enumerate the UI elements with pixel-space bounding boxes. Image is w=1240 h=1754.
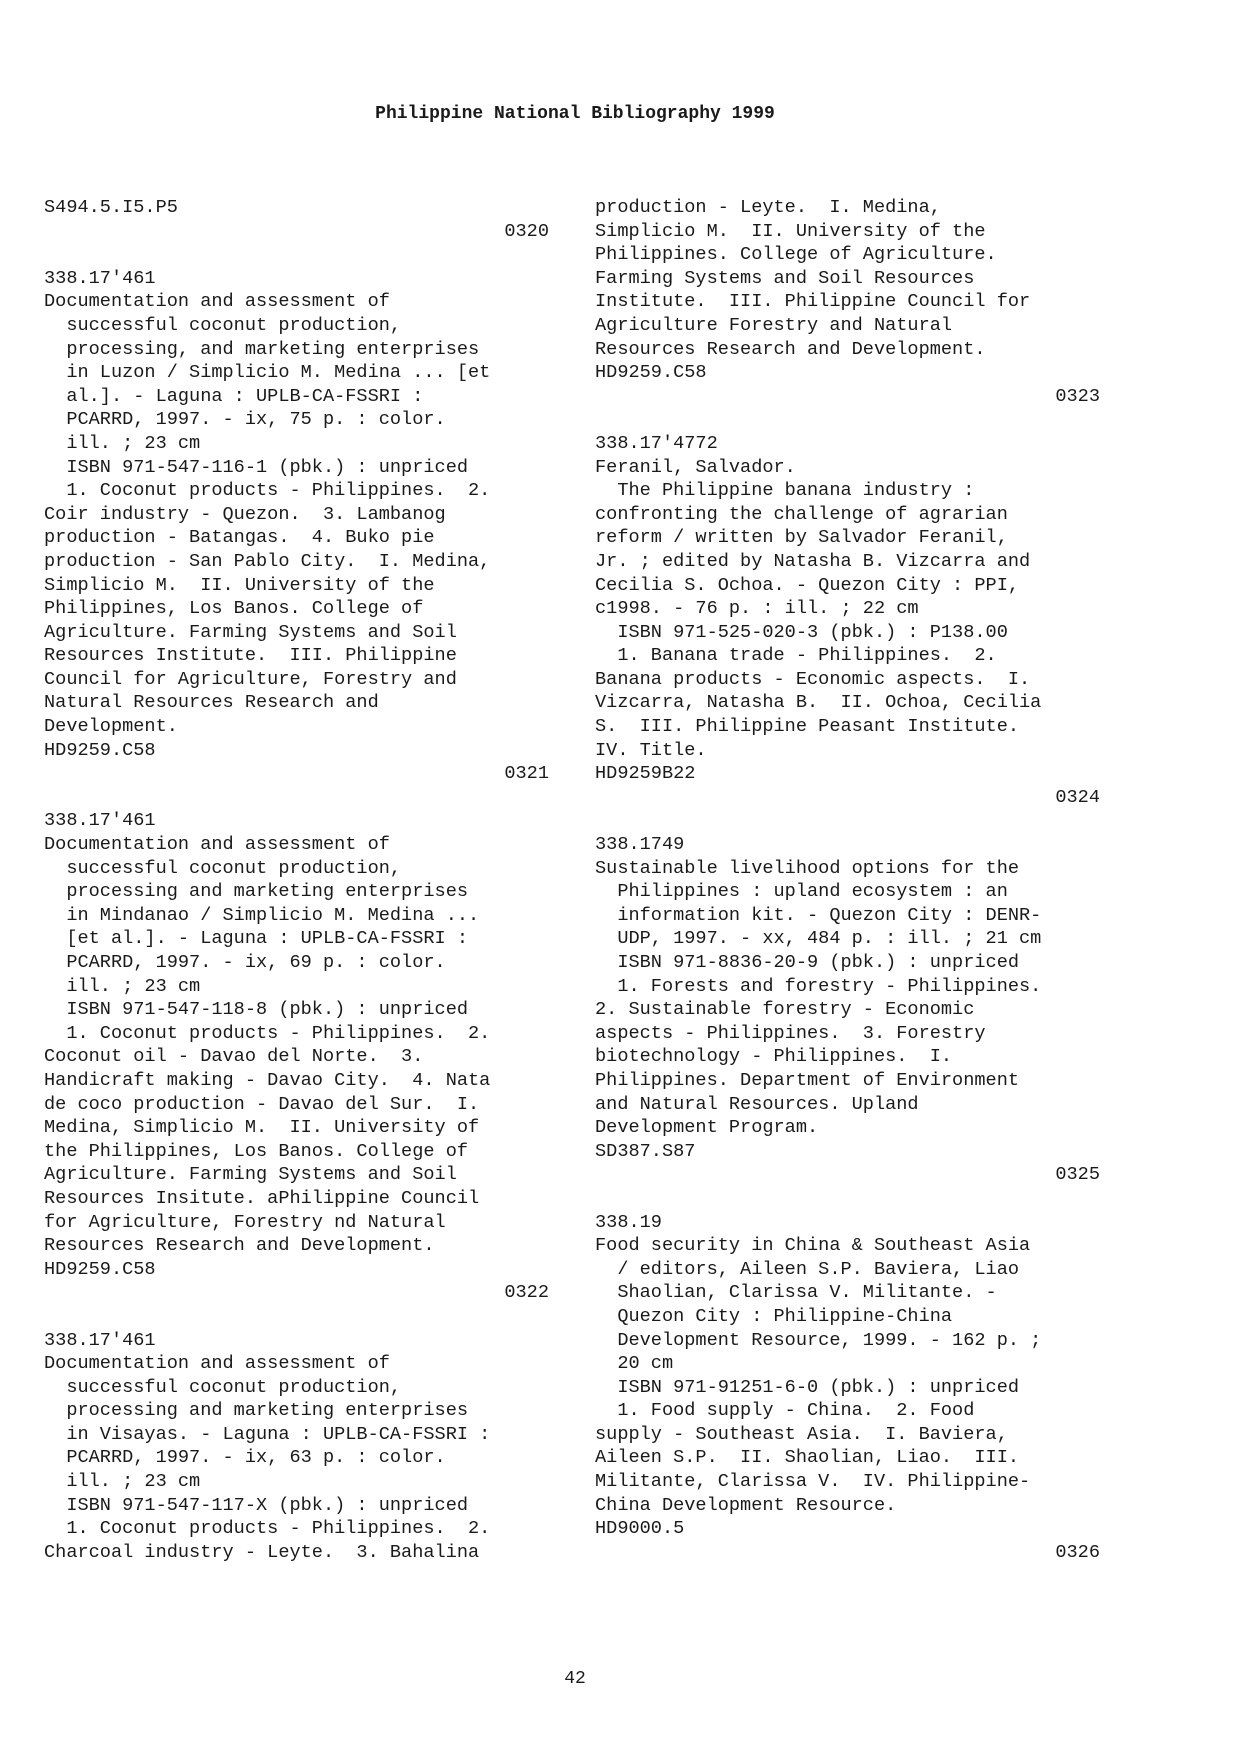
entry-line: Agriculture Forestry and Natural <box>595 314 953 336</box>
entry-line: Documentation and assessment of <box>44 1353 390 1375</box>
entry-line: Coconut oil - Davao del Norte. 3. <box>44 1046 424 1068</box>
entry-line: HD9259.C58 <box>44 1258 156 1280</box>
entry-line: Farming Systems and Soil Resources <box>595 267 975 289</box>
entry-number: 0326 <box>1055 1541 1100 1563</box>
entry-number: 0324 <box>1055 786 1100 808</box>
entry-line: Council for Agriculture, Forestry and <box>44 668 457 690</box>
entry-line: ISBN 971-91251-6-0 (pbk.) : unpriced <box>595 1376 1020 1398</box>
entry-line: for Agriculture, Forestry nd Natural <box>44 1211 446 1233</box>
entry-line: Sustainable livelihood options for the <box>595 857 1020 879</box>
entry-line: Natural Resources Research and <box>44 692 379 714</box>
entry-line: HD9259B22 <box>595 763 696 785</box>
entry-line <box>44 786 549 810</box>
entry-line: ISBN 971-547-118-8 (pbk.) : unpriced <box>44 999 469 1021</box>
entry-line: S. III. Philippine Peasant Institute. <box>595 716 1020 738</box>
entry-line: Resources Research and Development. <box>595 338 986 360</box>
entry-line: 1. Coconut products - Philippines. 2. <box>44 1022 491 1044</box>
entry-line: Documentation and assessment of <box>44 834 390 856</box>
entry-line: processing, and marketing enterprises <box>44 338 480 360</box>
entry-line: Quezon City : Philippine-China <box>595 1305 953 1327</box>
entry-line: production - Batangas. 4. Buko pie <box>44 527 435 549</box>
entry-line: 1. Forests and forestry - Philippines. <box>595 975 1042 997</box>
entry-line: 2. Sustainable forestry - Economic <box>595 999 975 1021</box>
entry-line <box>595 809 1100 833</box>
entry-line: Philippines : upland ecosystem : an <box>595 881 1008 903</box>
entry-line: ISBN 971-547-116-1 (pbk.) : unpriced <box>44 456 469 478</box>
entry-line: Aileen S.P. II. Shaolian, Liao. III. <box>595 1447 1020 1469</box>
entry-line: al.]. - Laguna : UPLB-CA-FSSRI : <box>44 385 424 407</box>
entry-line: processing and marketing enterprises <box>44 881 469 903</box>
entry-line: Resources Insitute. aPhilippine Council <box>44 1187 480 1209</box>
entry-line: Banana products - Economic aspects. I. <box>595 668 1031 690</box>
entry-line: 338.19 <box>595 1211 662 1233</box>
entry-line: Agriculture. Farming Systems and Soil <box>44 621 457 643</box>
entry-line: in Visayas. - Laguna : UPLB-CA-FSSRI : <box>44 1423 491 1445</box>
entry-number: 0322 <box>504 1282 549 1304</box>
entry-line: Cecilia S. Ochoa. - Quezon City : PPI, <box>595 574 1020 596</box>
entry-line: Development Program. <box>595 1117 819 1139</box>
entry-line: PCARRD, 1997. - ix, 69 p. : color. <box>44 952 446 973</box>
entry-line: HD9259.C58 <box>595 362 707 384</box>
entry-line: Development. <box>44 716 178 738</box>
entry-line: c1998. - 76 p. : ill. ; 22 cm <box>595 598 919 620</box>
entry-line: Resources Institute. III. Philippine <box>44 645 457 667</box>
entry-line: production - Leyte. I. Medina, <box>595 197 941 218</box>
entry-line <box>595 408 1100 432</box>
entry-line <box>44 1305 549 1329</box>
entry-line <box>44 243 549 267</box>
entry-line: de coco production - Davao del Sur. I. <box>44 1093 480 1115</box>
entry-line: The Philippine banana industry : <box>595 480 975 502</box>
entry-line: 338.17'461 <box>44 267 156 289</box>
entry-line: supply - Southeast Asia. I. Baviera, <box>595 1423 1008 1445</box>
page-number: 42 <box>564 1669 586 1689</box>
entry-line: Philippines, Los Banos. College of <box>44 598 424 620</box>
entry-line: China Development Resource. <box>595 1494 897 1516</box>
entry-line: Philippines. College of Agriculture. <box>595 244 997 266</box>
entry-line: 338.17'461 <box>44 1329 156 1351</box>
entry-line: Philippines. Department of Environment <box>595 1069 1020 1091</box>
entry-line: production - San Pablo City. I. Medina, <box>44 550 491 572</box>
entry-line: ISBN 971-525-020-3 (pbk.) : P138.00 <box>595 621 1008 643</box>
entry-line: Feranil, Salvador. <box>595 456 796 478</box>
entry-line: [et al.]. - Laguna : UPLB-CA-FSSRI : <box>44 928 469 950</box>
entry-line: in Luzon / Simplicio M. Medina ... [et <box>44 362 491 384</box>
entry-line: / editors, Aileen S.P. Baviera, Liao <box>595 1258 1020 1280</box>
entry-number: 0321 <box>504 763 549 785</box>
entry-line: successful coconut production, <box>44 1376 402 1398</box>
entry-line: in Mindanao / Simplicio M. Medina ... <box>44 904 480 926</box>
entry-line: successful coconut production, <box>44 314 402 336</box>
entry-line: Development Resource, 1999. - 162 p. ; <box>595 1329 1042 1351</box>
entry-number: 0323 <box>1055 385 1100 407</box>
entry-line: Militante, Clarissa V. IV. Philippine- <box>595 1471 1031 1493</box>
entry-line: and Natural Resources. Upland <box>595 1093 919 1115</box>
bibliography-column-right <box>595 196 1100 1564</box>
entry-number: 0320 <box>504 220 549 242</box>
entry-number: 0325 <box>1055 1164 1100 1186</box>
entry-line: ill. ; 23 cm <box>44 975 201 997</box>
entry-line: SD387.S87 <box>595 1140 696 1162</box>
page-title: Philippine National Bibliography 1999 <box>375 104 775 124</box>
entry-line: Resources Research and Development. <box>44 1235 435 1257</box>
entry-line: Institute. III. Philippine Council for <box>595 291 1031 313</box>
entry-line: Coir industry - Quezon. 3. Lambanog <box>44 503 446 525</box>
entry-line: biotechnology - Philippines. I. <box>595 1046 953 1068</box>
entry-line: IV. Title. <box>595 739 707 761</box>
entry-line: 20 cm <box>595 1353 674 1375</box>
entry-line: successful coconut production, <box>44 857 402 879</box>
entry-line: HD9000.5 <box>595 1518 685 1540</box>
entry-line: Vizcarra, Natasha B. II. Ochoa, Cecilia <box>595 692 1042 714</box>
entry-line: Documentation and assessment of <box>44 291 390 313</box>
entry-line: PCARRD, 1997. - ix, 75 p. : color. <box>44 409 446 431</box>
entry-line: Simplicio M. II. University of the <box>595 220 986 242</box>
entry-line: Food security in China & Southeast Asia <box>595 1235 1031 1257</box>
entry-line: 1. Coconut products - Philippines. 2. <box>44 1518 491 1540</box>
entry-line: Handicraft making - Davao City. 4. Nata <box>44 1069 491 1091</box>
entry-line: 338.17'4772 <box>595 432 718 454</box>
entry-line: 1. Banana trade - Philippines. 2. <box>595 645 997 667</box>
entry-line: Agriculture. Farming Systems and Soil <box>44 1164 457 1186</box>
entry-line: reform / written by Salvador Feranil, <box>595 527 1008 549</box>
entry-line: ISBN 971-547-117-X (pbk.) : unpriced <box>44 1494 469 1516</box>
entry-line: ill. ; 23 cm <box>44 1471 201 1493</box>
entry-line <box>595 1187 1100 1211</box>
entry-line: ISBN 971-8836-20-9 (pbk.) : unpriced <box>595 952 1020 973</box>
entry-line: 338.17'461 <box>44 810 156 832</box>
entry-line: UDP, 1997. - xx, 484 p. : ill. ; 21 cm <box>595 928 1042 950</box>
entry-line: 1. Food supply - China. 2. Food <box>595 1400 975 1422</box>
entry-line: Charcoal industry - Leyte. 3. Bahalina <box>44 1541 480 1563</box>
bibliography-column-left <box>44 196 549 1564</box>
entry-line: Medina, Simplicio M. II. University of <box>44 1117 480 1139</box>
entry-line: 1. Coconut products - Philippines. 2. <box>44 480 491 502</box>
entry-line: the Philippines, Los Banos. College of <box>44 1140 469 1162</box>
entry-line: HD9259.C58 <box>44 739 156 761</box>
entry-line: ill. ; 23 cm <box>44 432 201 454</box>
entry-line: information kit. - Quezon City : DENR- <box>595 904 1042 926</box>
entry-line: PCARRD, 1997. - ix, 63 p. : color. <box>44 1447 446 1469</box>
entry-line: Jr. ; edited by Natasha B. Vizcarra and <box>595 550 1031 572</box>
entry-line: aspects - Philippines. 3. Forestry <box>595 1022 986 1044</box>
entry-line: Simplicio M. II. University of the <box>44 574 435 596</box>
entry-line: processing and marketing enterprises <box>44 1400 469 1422</box>
entry-line: confronting the challenge of agrarian <box>595 503 1008 525</box>
entry-line: S494.5.I5.P5 <box>44 197 178 218</box>
entry-line: 338.1749 <box>595 834 685 856</box>
entry-line: Shaolian, Clarissa V. Militante. - <box>595 1282 997 1304</box>
